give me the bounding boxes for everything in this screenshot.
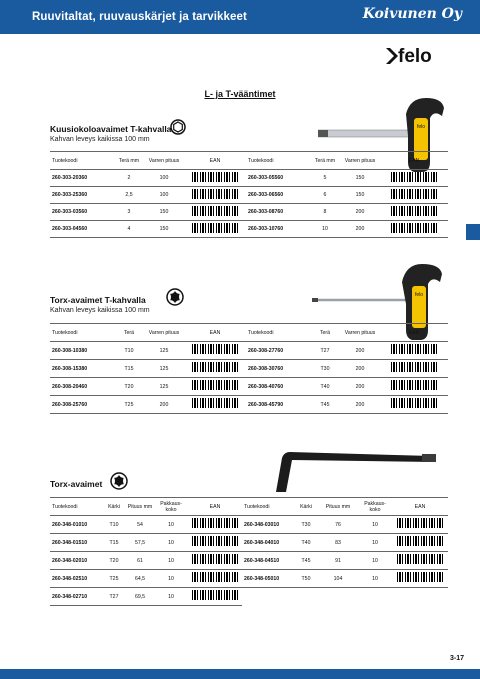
l-torx-key-image bbox=[272, 450, 442, 496]
ean-barcode-icon bbox=[391, 206, 437, 219]
cell: 10 bbox=[154, 588, 188, 606]
hex-t-handle-table bbox=[50, 151, 448, 238]
cell: 64,5 bbox=[126, 570, 154, 588]
cell: 125 bbox=[144, 342, 184, 360]
column-header: Varren pituus bbox=[340, 152, 380, 170]
table-row bbox=[50, 342, 448, 360]
cell: 57,5 bbox=[126, 534, 154, 552]
product-code: 260-308-15380 bbox=[50, 360, 114, 378]
column-header: Tuotekoodi bbox=[246, 152, 310, 170]
column-header: Varren pituus bbox=[340, 324, 380, 342]
column-header: Pakkaus-koko bbox=[154, 498, 188, 516]
cell: T10 bbox=[114, 342, 144, 360]
ean-barcode-icon bbox=[192, 518, 238, 531]
cell: 69,5 bbox=[126, 588, 154, 606]
cell: 10 bbox=[358, 552, 392, 570]
cell: 10 bbox=[358, 570, 392, 588]
product-code: 260-308-45790 bbox=[246, 396, 310, 414]
product-code: 260-348-02510 bbox=[50, 570, 102, 588]
cell: 3 bbox=[114, 204, 144, 221]
column-header: EAN bbox=[392, 498, 448, 516]
ean-barcode-icon bbox=[391, 223, 437, 236]
ean-barcode-icon bbox=[397, 518, 443, 531]
product-code: 260-348-05010 bbox=[242, 570, 294, 588]
cell: T20 bbox=[102, 552, 126, 570]
column-header: EAN bbox=[380, 324, 448, 342]
column-header: Pituus mm bbox=[318, 498, 358, 516]
table-row bbox=[50, 204, 448, 221]
cell: T40 bbox=[310, 378, 340, 396]
column-header: EAN bbox=[380, 152, 448, 170]
ean-barcode-icon bbox=[397, 554, 443, 567]
ean-barcode-icon bbox=[192, 223, 238, 236]
ean-barcode-icon bbox=[192, 362, 238, 375]
column-header: Pituus mm bbox=[126, 498, 154, 516]
column-header: Varren pituus bbox=[144, 324, 184, 342]
cell: 10 bbox=[154, 534, 188, 552]
bottom-banner bbox=[0, 669, 480, 679]
page-subheading: L- ja T-vääntimet bbox=[204, 89, 276, 99]
column-header: EAN bbox=[184, 152, 246, 170]
cell: 200 bbox=[340, 396, 380, 414]
product-code: 260-308-30760 bbox=[246, 360, 310, 378]
cell: T30 bbox=[310, 360, 340, 378]
cell: 150 bbox=[340, 170, 380, 187]
felo-logo-mark-icon bbox=[386, 48, 398, 64]
product-code: 260-303-06560 bbox=[246, 187, 310, 204]
table-row bbox=[50, 534, 448, 552]
column-header: Tuotekoodi bbox=[50, 498, 102, 516]
section-note-torx: Kahvan leveys kaikissa 100 mm bbox=[50, 307, 150, 314]
cell: 100 bbox=[144, 187, 184, 204]
cell: 10 bbox=[154, 570, 188, 588]
cell: 8 bbox=[310, 204, 340, 221]
column-header: Terä mm bbox=[114, 152, 144, 170]
ean-barcode-icon bbox=[391, 189, 437, 202]
cell: T25 bbox=[114, 396, 144, 414]
ean-barcode-icon bbox=[192, 206, 238, 219]
cell: 150 bbox=[144, 204, 184, 221]
product-code: 260-348-04510 bbox=[242, 552, 294, 570]
torx-t-handle-table bbox=[50, 323, 448, 414]
cell: 125 bbox=[144, 360, 184, 378]
cell: 200 bbox=[340, 342, 380, 360]
cell: 6 bbox=[310, 187, 340, 204]
product-code: 260-308-40760 bbox=[246, 378, 310, 396]
product-code: 260-303-20360 bbox=[50, 170, 114, 187]
ean-barcode-icon bbox=[192, 590, 238, 603]
cell: 61 bbox=[126, 552, 154, 570]
ean-barcode-icon bbox=[192, 344, 238, 357]
column-header: Terä bbox=[114, 324, 144, 342]
cell: T25 bbox=[102, 570, 126, 588]
ean-barcode-icon bbox=[391, 398, 437, 411]
cell: 10 bbox=[358, 534, 392, 552]
cell: 10 bbox=[154, 516, 188, 534]
table-row bbox=[50, 516, 448, 534]
product-code: 260-303-25360 bbox=[50, 187, 114, 204]
cell: 91 bbox=[318, 552, 358, 570]
cell: 150 bbox=[144, 221, 184, 238]
table-row bbox=[50, 360, 448, 378]
cell: T15 bbox=[102, 534, 126, 552]
cell: 10 bbox=[154, 552, 188, 570]
cell: 200 bbox=[340, 204, 380, 221]
brand-logo: Koivunen Oy bbox=[362, 6, 462, 22]
table-row bbox=[50, 170, 448, 187]
ean-barcode-icon bbox=[192, 554, 238, 567]
cell: 2,5 bbox=[114, 187, 144, 204]
product-code: 260-303-04560 bbox=[50, 221, 114, 238]
felo-logo: felo bbox=[398, 46, 432, 67]
column-header: Pakkaus-koko bbox=[358, 498, 392, 516]
cell: 54 bbox=[126, 516, 154, 534]
section-title-torx-t-handle: Torx-avaimet T-kahvalla bbox=[50, 295, 146, 305]
cell: T27 bbox=[102, 588, 126, 606]
cell: T45 bbox=[294, 552, 318, 570]
cell: 76 bbox=[318, 516, 358, 534]
hex-socket-icon bbox=[170, 119, 186, 135]
cell: 2 bbox=[114, 170, 144, 187]
page-header-title: Ruuvitaltat, ruuvauskärjet ja tarvikkeet bbox=[32, 11, 247, 23]
table-row bbox=[50, 187, 448, 204]
product-code: 260-308-27760 bbox=[246, 342, 310, 360]
torx-icon bbox=[110, 472, 128, 490]
column-header: Kärki bbox=[102, 498, 126, 516]
product-code: 260-303-08760 bbox=[246, 204, 310, 221]
cell: 200 bbox=[340, 378, 380, 396]
cell: T30 bbox=[294, 516, 318, 534]
cell: 10 bbox=[310, 221, 340, 238]
svg-text:felo: felo bbox=[416, 124, 426, 130]
table-row bbox=[50, 221, 448, 238]
column-header: Tuotekoodi bbox=[246, 324, 310, 342]
ean-barcode-icon bbox=[391, 362, 437, 375]
chapter-tab bbox=[466, 224, 480, 240]
product-code: 260-348-04010 bbox=[242, 534, 294, 552]
product-code: 260-348-03010 bbox=[242, 516, 294, 534]
cell: 83 bbox=[318, 534, 358, 552]
ean-barcode-icon bbox=[391, 344, 437, 357]
cell: 100 bbox=[144, 170, 184, 187]
ean-barcode-icon bbox=[397, 572, 443, 585]
ean-barcode-icon bbox=[192, 398, 238, 411]
page-number: 3-17 bbox=[449, 655, 464, 662]
cell: T40 bbox=[294, 534, 318, 552]
ean-barcode-icon bbox=[192, 189, 238, 202]
column-header: Terä mm bbox=[310, 152, 340, 170]
product-code: 260-348-02710 bbox=[50, 588, 102, 606]
top-banner bbox=[0, 0, 480, 34]
ean-barcode-icon bbox=[192, 572, 238, 585]
table-row bbox=[50, 396, 448, 414]
product-code: 260-303-03560 bbox=[50, 204, 114, 221]
column-header: EAN bbox=[184, 324, 246, 342]
table-row bbox=[50, 552, 448, 570]
ean-barcode-icon bbox=[391, 380, 437, 393]
cell: T27 bbox=[310, 342, 340, 360]
cell: 10 bbox=[358, 516, 392, 534]
product-code: 260-308-20460 bbox=[50, 378, 114, 396]
cell: T45 bbox=[310, 396, 340, 414]
table-row bbox=[50, 378, 448, 396]
column-header: Terä bbox=[310, 324, 340, 342]
cell: T10 bbox=[102, 516, 126, 534]
column-header: Varren pituus bbox=[144, 152, 184, 170]
product-code: 260-348-01010 bbox=[50, 516, 102, 534]
product-code: 260-308-25760 bbox=[50, 396, 114, 414]
column-header: Tuotekoodi bbox=[50, 152, 114, 170]
cell: 200 bbox=[340, 360, 380, 378]
cell: T20 bbox=[114, 378, 144, 396]
column-header: EAN bbox=[188, 498, 242, 516]
ean-barcode-icon bbox=[192, 380, 238, 393]
cell: 5 bbox=[310, 170, 340, 187]
cell: T50 bbox=[294, 570, 318, 588]
ean-barcode-icon bbox=[192, 172, 238, 185]
svg-text:felo: felo bbox=[414, 292, 424, 298]
ean-barcode-icon bbox=[391, 172, 437, 185]
section-note-hex: Kahvan leveys kaikissa 100 mm bbox=[50, 136, 150, 143]
torx-keys-table bbox=[50, 497, 448, 606]
product-code: 260-348-01510 bbox=[50, 534, 102, 552]
column-header: Tuotekoodi bbox=[242, 498, 294, 516]
cell: 200 bbox=[144, 396, 184, 414]
product-code: 260-303-10760 bbox=[246, 221, 310, 238]
cell: 104 bbox=[318, 570, 358, 588]
table-row bbox=[50, 570, 448, 588]
ean-barcode-icon bbox=[397, 536, 443, 549]
cell: 4 bbox=[114, 221, 144, 238]
cell: 200 bbox=[340, 221, 380, 238]
cell: 150 bbox=[340, 187, 380, 204]
column-header: Tuotekoodi bbox=[50, 324, 114, 342]
column-header: Kärki bbox=[294, 498, 318, 516]
table-row bbox=[50, 588, 448, 606]
product-code: 260-348-02010 bbox=[50, 552, 102, 570]
product-code: 260-303-05560 bbox=[246, 170, 310, 187]
cell: 125 bbox=[144, 378, 184, 396]
cell: T15 bbox=[114, 360, 144, 378]
ean-barcode-icon bbox=[192, 536, 238, 549]
torx-icon bbox=[166, 288, 184, 306]
section-title-torx-keys: Torx-avaimet bbox=[50, 479, 103, 489]
section-title-hex-t-handle: Kuusiokoloavaimet T-kahvalla bbox=[50, 124, 172, 134]
product-code: 260-308-10380 bbox=[50, 342, 114, 360]
